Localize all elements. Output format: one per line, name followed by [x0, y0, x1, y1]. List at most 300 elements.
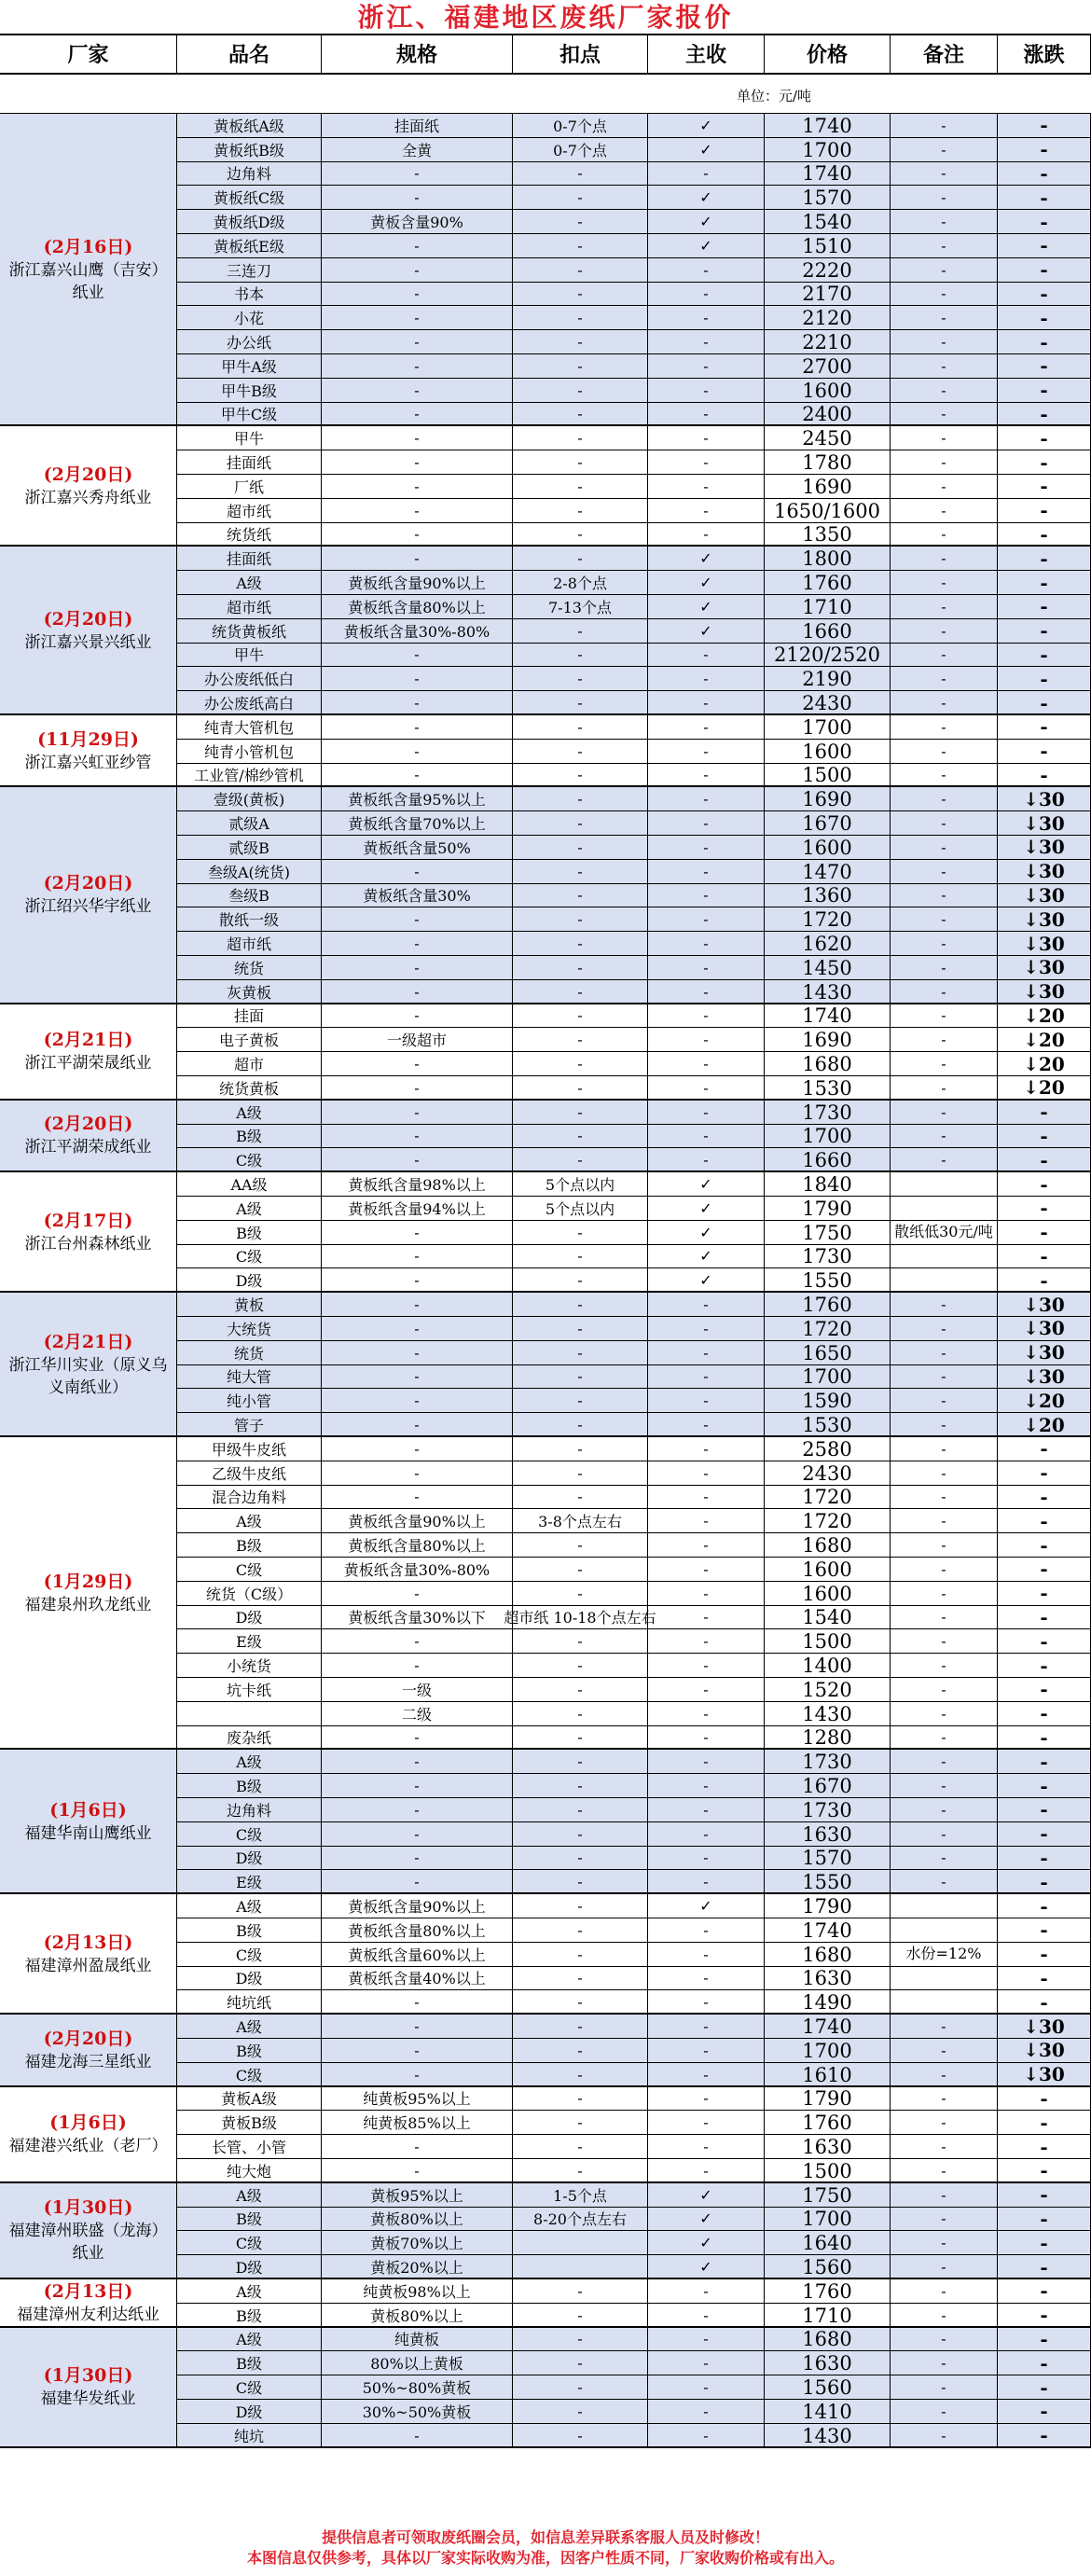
table-row: [177, 2183, 1091, 2208]
spec-cell: 一级超市: [322, 1028, 513, 1051]
spec-cell: -: [322, 354, 513, 378]
main-collect-cell: -: [648, 715, 765, 739]
remark-cell: -: [891, 1076, 998, 1100]
change-cell: ↓30: [998, 787, 1091, 810]
product-name-cell: 统货纸: [177, 523, 322, 547]
deduction-cell: 0-7个点: [513, 138, 648, 161]
main-collect-cell: -: [648, 1702, 765, 1725]
product-name-cell: AA级: [177, 1172, 322, 1196]
price-cell: 1630: [765, 2135, 891, 2158]
main-collect-cell: -: [648, 1798, 765, 1821]
remark-cell: -: [891, 1365, 998, 1389]
deduction-cell: -: [513, 1847, 648, 1870]
spec-cell: 纯黄板95%以上: [322, 2087, 513, 2111]
change-cell: -: [998, 691, 1091, 714]
product-name-cell: D级: [177, 2400, 322, 2423]
spec-cell: -: [322, 764, 513, 787]
change-cell: ↓30: [998, 907, 1091, 931]
spec-cell: 黄板纸含量80%以上: [322, 595, 513, 618]
quote-date: (11月29日): [37, 728, 139, 750]
main-collect-cell: ✓: [648, 1268, 765, 1292]
deduction-cell: -: [513, 1533, 648, 1557]
deduction-cell: -: [513, 1221, 648, 1244]
product-name-cell: 黄板B级: [177, 2111, 322, 2134]
remark-cell: -: [891, 980, 998, 1004]
spec-cell: 黄板纸含量80%以上: [322, 1533, 513, 1557]
factory-name: 福建漳州友利达纸业: [17, 2305, 159, 2324]
deduction-cell: -: [513, 667, 648, 690]
change-cell: -: [998, 595, 1091, 618]
footer-notes: [0, 2522, 1091, 2576]
deduction-cell: -: [513, 1990, 648, 2014]
main-collect-cell: -: [648, 644, 765, 667]
factory-cell: [0, 547, 177, 713]
table-row: [177, 2015, 1091, 2039]
remark-cell: -: [891, 1774, 998, 1797]
spec-cell: -: [322, 1726, 513, 1750]
deduction-cell: -: [513, 2328, 648, 2351]
table-row: [177, 1028, 1091, 1052]
price-cell: 2700: [765, 354, 891, 378]
product-name-cell: C级: [177, 1148, 322, 1171]
spec-cell: -: [322, 691, 513, 714]
product-name-cell: B级: [177, 1774, 322, 1797]
price-cell: 2210: [765, 330, 891, 353]
remark-cell: -: [891, 354, 998, 378]
change-cell: -: [998, 2304, 1091, 2327]
change-cell: -: [998, 1172, 1091, 1196]
spec-cell: 纯黄板98%以上: [322, 2279, 513, 2303]
table-row: [177, 258, 1091, 283]
product-name-cell: 纯坑: [177, 2424, 322, 2447]
price-cell: 1630: [765, 2351, 891, 2375]
deduction-cell: -: [513, 1943, 648, 1966]
deduction-cell: -: [513, 499, 648, 522]
factory-cell: [0, 2087, 177, 2181]
spec-cell: -: [322, 1076, 513, 1100]
product-name-cell: C级: [177, 1245, 322, 1268]
table-row: [177, 1341, 1091, 1365]
price-cell: 1680: [765, 1533, 891, 1557]
remark-cell: -: [891, 836, 998, 859]
spec-cell: 黄板纸含量30%-80%: [322, 1558, 513, 1581]
spec-cell: -: [322, 1870, 513, 1893]
price-cell: 1700: [765, 2039, 891, 2062]
product-name-cell: C级: [177, 2375, 322, 2399]
main-collect-cell: -: [648, 2111, 765, 2134]
main-collect-cell: -: [648, 330, 765, 353]
product-name-cell: D级: [177, 1268, 322, 1292]
table-row: [177, 980, 1091, 1004]
change-cell: -: [998, 1509, 1091, 1532]
spec-cell: -: [322, 740, 513, 763]
price-cell: 1690: [765, 475, 891, 498]
factory-name: 福建泉州玖龙纸业: [24, 1595, 152, 1614]
product-name-cell: C级: [177, 1943, 322, 1966]
deduction-cell: -: [513, 1582, 648, 1605]
table-row: [177, 2400, 1091, 2424]
factory-group: [0, 114, 1091, 426]
main-collect-cell: -: [648, 1943, 765, 1966]
change-cell: -: [998, 1918, 1091, 1942]
product-name-cell: 壹级(黄板): [177, 787, 322, 810]
deduction-cell: 8-20个点左右: [513, 2208, 648, 2231]
factory-group: [0, 715, 1091, 787]
table-row: [177, 2375, 1091, 2400]
table-row: [177, 1148, 1091, 1172]
change-cell: -: [998, 499, 1091, 522]
factory-cell: [0, 2015, 177, 2084]
deduction-cell: -: [513, 764, 648, 787]
change-cell: -: [998, 2255, 1091, 2278]
remark-cell: -: [891, 2159, 998, 2182]
remark-cell: -: [891, 644, 998, 667]
price-cell: 1560: [765, 2375, 891, 2399]
spec-cell: -: [322, 1486, 513, 1509]
factory-group: [0, 2087, 1091, 2183]
product-name-cell: 超市: [177, 1052, 322, 1075]
main-collect-cell: -: [648, 403, 765, 426]
remark-cell: -: [891, 1726, 998, 1750]
table-row: [177, 907, 1091, 932]
deduction-cell: -: [513, 1678, 648, 1701]
change-cell: -: [998, 523, 1091, 547]
remark-cell: -: [891, 2087, 998, 2111]
main-collect-cell: ✓: [648, 2231, 765, 2254]
quote-date: (2月21日): [43, 1331, 133, 1352]
product-name-cell: 办公纸: [177, 330, 322, 353]
spec-cell: -: [322, 667, 513, 690]
product-name-cell: 散纸一级: [177, 907, 322, 931]
price-cell: 1690: [765, 1028, 891, 1051]
table-row: [177, 330, 1091, 354]
main-collect-cell: -: [648, 1293, 765, 1316]
product-name-cell: 超市纸: [177, 932, 322, 955]
deduction-cell: -: [513, 547, 648, 570]
table-row: [177, 499, 1091, 523]
spec-cell: 黄板纸含量95%以上: [322, 787, 513, 810]
product-name-cell: 灰黄板: [177, 980, 322, 1004]
table-row: [177, 787, 1091, 811]
table-row: [177, 2328, 1091, 2352]
main-collect-cell: ✓: [648, 619, 765, 643]
product-name-cell: D级: [177, 1606, 322, 1629]
product-name-cell: 黄板纸E级: [177, 234, 322, 257]
remark-cell: -: [891, 2063, 998, 2086]
main-collect-cell: -: [648, 475, 765, 498]
product-name-cell: A级: [177, 1750, 322, 1773]
deduction-cell: -: [513, 980, 648, 1004]
price-cell: 1410: [765, 2400, 891, 2423]
main-collect-cell: -: [648, 980, 765, 1004]
price-cell: 1620: [765, 932, 891, 955]
price-cell: 1720: [765, 1509, 891, 1532]
product-name-cell: 办公废纸高白: [177, 691, 322, 714]
change-cell: -: [998, 1558, 1091, 1581]
spec-cell: -: [322, 980, 513, 1004]
table-row: [177, 450, 1091, 475]
change-cell: -: [998, 2231, 1091, 2254]
deduction-cell: -: [513, 283, 648, 306]
deduction-cell: -: [513, 426, 648, 450]
table-row: [177, 764, 1091, 788]
price-cell: 1430: [765, 980, 891, 1004]
remark-cell: -: [891, 1486, 998, 1509]
deduction-cell: -: [513, 1125, 648, 1148]
table-row: [177, 2087, 1091, 2112]
remark-cell: -: [891, 186, 998, 209]
main-collect-cell: -: [648, 2304, 765, 2327]
product-name-cell: 长管、小管: [177, 2135, 322, 2158]
main-collect-cell: ✓: [648, 114, 765, 137]
deduction-cell: -: [513, 1726, 648, 1750]
remark-cell: -: [891, 258, 998, 282]
deduction-cell: 5个点以内: [513, 1172, 648, 1196]
price-cell: 1840: [765, 1172, 891, 1196]
remark-cell: -: [891, 619, 998, 643]
product-name-cell: 边角料: [177, 162, 322, 186]
product-name-cell: 黄板纸C级: [177, 186, 322, 209]
factory-name: 浙江台州森林纸业: [24, 1234, 152, 1253]
main-collect-cell: -: [648, 283, 765, 306]
remark-cell: -: [891, 2231, 998, 2254]
deduction-cell: -: [513, 1268, 648, 1292]
spec-cell: 纯黄板: [322, 2328, 513, 2351]
deduction-cell: -: [513, 2279, 648, 2303]
change-cell: -: [998, 306, 1091, 329]
deduction-cell: [513, 2255, 648, 2278]
product-name-cell: 叁级A(统货): [177, 860, 322, 883]
change-cell: -: [998, 1101, 1091, 1124]
unit-row: [0, 75, 1091, 114]
factory-cell: [0, 787, 177, 1002]
price-cell: 1740: [765, 114, 891, 137]
price-cell: 1650: [765, 1341, 891, 1364]
deduction-cell: -: [513, 932, 648, 955]
table-row: [177, 1437, 1091, 1461]
change-cell: ↓20: [998, 1413, 1091, 1436]
change-cell: -: [998, 186, 1091, 209]
spec-cell: -: [322, 1245, 513, 1268]
remark-cell: -: [891, 1148, 998, 1171]
factory-cell: [0, 715, 177, 785]
remark-cell: -: [891, 330, 998, 353]
change-cell: ↓30: [998, 2063, 1091, 2086]
spec-cell: -: [322, 1389, 513, 1412]
remark-cell: -: [891, 1582, 998, 1605]
remark-cell: -: [891, 740, 998, 763]
remark-cell: -: [891, 2039, 998, 2062]
main-collect-cell: -: [648, 1822, 765, 1846]
table-row: [177, 1558, 1091, 1582]
change-cell: -: [998, 234, 1091, 257]
price-cell: 1740: [765, 2015, 891, 2038]
table-row: [177, 186, 1091, 210]
deduction-cell: -: [513, 1461, 648, 1485]
product-name-cell: A级: [177, 571, 322, 594]
main-collect-cell: -: [648, 1486, 765, 1509]
product-name-cell: C级: [177, 2063, 322, 2086]
price-cell: 1520: [765, 1678, 891, 1701]
price-cell: 1720: [765, 1486, 891, 1509]
table-row: [177, 860, 1091, 884]
table-row: [177, 644, 1091, 668]
spec-cell: -: [322, 2159, 513, 2182]
table-row: [177, 1750, 1091, 1774]
change-cell: -: [998, 1533, 1091, 1557]
remark-cell: -: [891, 1101, 998, 1124]
spec-cell: -: [322, 1461, 513, 1485]
spec-cell: -: [322, 523, 513, 547]
main-collect-cell: -: [648, 1341, 765, 1364]
main-collect-cell: -: [648, 884, 765, 907]
spec-cell: 80%以上黄板: [322, 2351, 513, 2375]
factory-cell: [0, 1293, 177, 1435]
deduction-cell: -: [513, 2400, 648, 2423]
deduction-cell: -: [513, 1918, 648, 1942]
factory-name: 浙江平湖荣晟纸业: [24, 1054, 152, 1073]
product-name-cell: A级: [177, 2279, 322, 2303]
spec-cell: 黄板纸含量80%以上: [322, 1918, 513, 1942]
product-name-cell: 混合边角料: [177, 1486, 322, 1509]
main-collect-cell: ✓: [648, 2255, 765, 2278]
price-cell: 2400: [765, 403, 891, 426]
deduction-cell: -: [513, 210, 648, 233]
deduction-cell: -: [513, 2375, 648, 2399]
change-cell: -: [998, 1629, 1091, 1653]
quote-date: (1月30日): [43, 2197, 133, 2219]
remark-cell: -: [891, 450, 998, 474]
product-name-cell: 甲牛: [177, 644, 322, 667]
spec-cell: -: [322, 1582, 513, 1605]
change-cell: -: [998, 475, 1091, 498]
table-row: [177, 475, 1091, 499]
factory-name: 福建龙海三星纸业: [24, 2052, 152, 2071]
remark-cell: -: [891, 956, 998, 979]
remark-cell: -: [891, 1317, 998, 1340]
price-cell: 1700: [765, 1125, 891, 1148]
deduction-cell: -: [513, 836, 648, 859]
price-cell: 1540: [765, 210, 891, 233]
spec-cell: -: [322, 956, 513, 979]
spec-cell: 黄板纸含量40%以上: [322, 1967, 513, 1990]
price-cell: 2430: [765, 691, 891, 714]
main-collect-cell: ✓: [648, 138, 765, 161]
remark-cell: -: [891, 234, 998, 257]
deduction-cell: 3-8个点左右: [513, 1509, 648, 1532]
spec-cell: 纯黄板85%以上: [322, 2111, 513, 2134]
product-name-cell: 甲牛: [177, 426, 322, 450]
change-cell: -: [998, 283, 1091, 306]
table-row: [177, 884, 1091, 908]
change-cell: -: [998, 138, 1091, 161]
factory-name: 浙江平湖荣成纸业: [24, 1138, 152, 1157]
table-row: [177, 836, 1091, 860]
main-collect-cell: ✓: [648, 234, 765, 257]
change-cell: -: [998, 450, 1091, 474]
table-row: [177, 162, 1091, 187]
footer-line: 提供信息者可领取废纸圈会员，如信息差异联系客服人员及时修改！: [321, 2528, 769, 2546]
factory-group: [0, 1293, 1091, 1437]
remark-cell: -: [891, 2424, 998, 2447]
product-name-cell: A级: [177, 1894, 322, 1918]
change-cell: ↓30: [998, 980, 1091, 1004]
deduction-cell: -: [513, 1413, 648, 1436]
table-row: [177, 2159, 1091, 2183]
deduction-cell: -: [513, 2087, 648, 2111]
spec-cell: -: [322, 644, 513, 667]
price-cell: 1500: [765, 764, 891, 787]
spec-cell: -: [322, 715, 513, 739]
table-row: [177, 210, 1091, 234]
price-cell: 1430: [765, 1702, 891, 1725]
main-collect-cell: -: [648, 1726, 765, 1750]
main-collect-cell: -: [648, 1678, 765, 1701]
table-row: [177, 2424, 1091, 2448]
change-cell: -: [998, 1774, 1091, 1797]
product-name-cell: A级: [177, 1101, 322, 1124]
price-cell: 1600: [765, 379, 891, 402]
table-row: [177, 571, 1091, 595]
spec-cell: -: [322, 1990, 513, 2014]
main-collect-cell: -: [648, 2328, 765, 2351]
table-row: [177, 1678, 1091, 1702]
deduction-cell: -: [513, 811, 648, 835]
deduction-cell: -: [513, 956, 648, 979]
product-name-cell: [177, 1702, 322, 1725]
spec-cell: -: [322, 1317, 513, 1340]
deduction-cell: -: [513, 1967, 648, 1990]
remark-cell: -: [891, 1509, 998, 1532]
deduction-cell: -: [513, 1629, 648, 1653]
price-cell: 1630: [765, 1822, 891, 1846]
spec-cell: -: [322, 1148, 513, 1171]
price-cell: 1600: [765, 1558, 891, 1581]
product-name-cell: B级: [177, 2208, 322, 2231]
factory-groups: [0, 114, 1091, 2522]
table-row: [177, 1461, 1091, 1486]
spec-cell: 黄板80%以上: [322, 2208, 513, 2231]
spec-cell: -: [322, 1293, 513, 1316]
change-cell: -: [998, 1726, 1091, 1750]
remark-cell: -: [891, 2135, 998, 2158]
price-cell: 2190: [765, 667, 891, 690]
spec-cell: -: [322, 403, 513, 426]
deduction-cell: -: [513, 1052, 648, 1075]
remark-cell: -: [891, 691, 998, 714]
main-collect-cell: -: [648, 1967, 765, 1990]
spec-cell: -: [322, 2135, 513, 2158]
main-collect-cell: -: [648, 2087, 765, 2111]
main-collect-cell: -: [648, 1004, 765, 1028]
deduction-cell: -: [513, 330, 648, 353]
remark-cell: -: [891, 571, 998, 594]
product-name-cell: 超市纸: [177, 595, 322, 618]
deduction-cell: 7-13个点: [513, 595, 648, 618]
remark-cell: -: [891, 2183, 998, 2207]
deduction-cell: -: [513, 186, 648, 209]
price-cell: 1790: [765, 1197, 891, 1220]
main-collect-cell: -: [648, 667, 765, 690]
price-column-header: 价格: [765, 35, 891, 75]
table-row: [177, 1486, 1091, 1510]
product-name-cell: 挂面纸: [177, 450, 322, 474]
main-collect-cell: -: [648, 2375, 765, 2399]
remark-cell: -: [891, 1389, 998, 1412]
deduction-cell: -: [513, 2015, 648, 2038]
product-name-cell: 甲牛C级: [177, 403, 322, 426]
product-name-cell: 挂面: [177, 1004, 322, 1028]
